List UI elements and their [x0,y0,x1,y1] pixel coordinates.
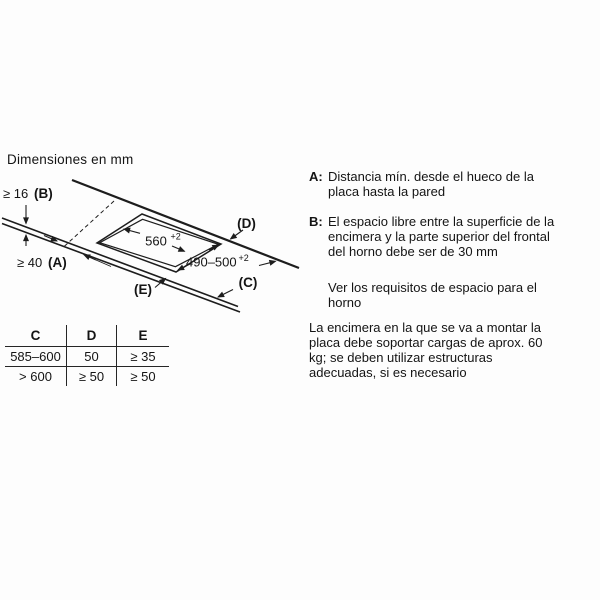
table-cell: ≥ 35 [117,346,169,366]
dimension-b [3,186,53,246]
note-a-label: A: [309,169,323,184]
table-cell: ≥ 50 [67,366,117,386]
ref-c-label: (C) [238,275,258,290]
dimension-cutout-width [124,229,185,251]
table-cell: ≥ 50 [117,366,169,386]
table-header-e: E [138,328,148,343]
note-b-label: B: [309,214,323,229]
cutout-width-label: 560 [145,233,167,249]
notes-column [309,169,565,380]
dim-a-value: ≥ 40 [17,255,43,270]
note-a-text: Distancia mín. desde el hueco de la placa hasta la pared [328,169,534,199]
ref-e-label: (E) [134,282,152,297]
dim-b-ref: (B) [34,186,53,201]
load-capacity-note: La encimera en la que se va a montar la placa debe soportar cargas de aprox. 60 kg; se deben utilizar estructuras adecuadas, si es necesario [309,320,543,380]
note-b [309,214,565,259]
table-cell: 585–600 [5,346,67,366]
dimension-table [5,325,169,386]
worktop-cutout-diagram [0,170,310,330]
note-a [309,169,565,199]
ref-d-label: (D) [237,216,256,231]
reference-e [134,279,166,298]
table-header-d: D [67,325,117,346]
cutout-depth-tolerance: +2 [238,253,249,263]
page-title: Dimensiones en mm [7,152,134,167]
dim-a-ref: (A) [48,255,67,270]
dim-b-value: ≥ 16 [3,186,29,201]
cutout-extension-dashed-line [63,201,114,248]
table-cell: 50 [67,346,117,366]
table-header-c: C [5,325,67,346]
reference-d [231,216,256,239]
cutout-width-tolerance: +2 [170,231,181,242]
note-b-text: El espacio libre entre la superficie de la encimera y la parte superior del frontal del horno debe ser de 30 mm [328,214,555,259]
cutout-depth-label: 490–500 [186,254,237,270]
table-cell: > 600 [5,366,67,386]
oven-space-note: Ver los requisitos de espacio para el horno [328,280,537,310]
